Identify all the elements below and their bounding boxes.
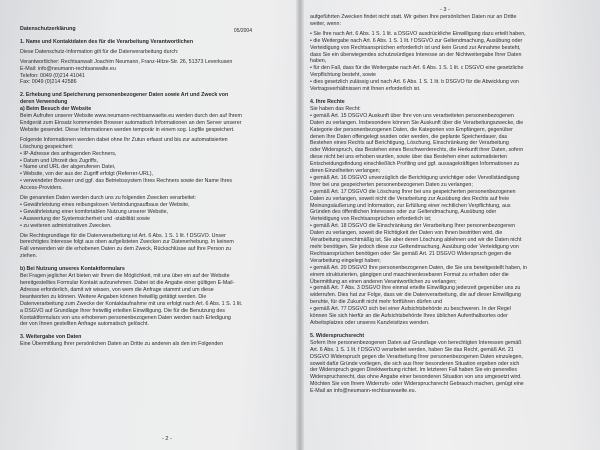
text-line: Übermittlung an einen anderen Verantwortlichen zu verlangen; xyxy=(310,278,457,285)
text-line: Entscheidungsfindung einschließlich Profiling und ggf. aussagekräftigen Informationen zu xyxy=(310,161,520,168)
subsection-b-heading: b) Bei Nutzung unseres Kontaktformulars xyxy=(20,266,125,273)
text-line: beantworten zu können. Weitere Angaben können freiwillig getätigt werden. Die xyxy=(20,293,207,300)
text-line: beruhte, für die Zukunft nicht mehr fortführen dürfen und xyxy=(310,299,442,306)
text-line: • gemäß Art. 16 DSGVO unverzüglich die Berichtigung unrichtiger oder Vervollständigung xyxy=(310,174,520,181)
list-item: Access-Providers. xyxy=(20,185,63,192)
text-line: • gemäß Art. 20 DSGVO Ihre personenbezogenen Daten, die Sie uns bereitgestellt haben, in xyxy=(310,264,528,271)
section-2-heading-cont: deren Verwendung xyxy=(20,99,68,106)
right-page xyxy=(300,0,600,450)
text-line: Bestehen eines Rechts auf Berichtigung, Löschung, Einschränkung der Verarbeitung xyxy=(310,140,509,147)
text-line: Verteidigung von Rechtsansprüchen erforderlich ist; xyxy=(310,216,432,223)
list-item: • für den Fall, dass für die Weitergabe nach Art. 6 Abs. 1 S. 1 lit. c DSGVO eine gesetzliche xyxy=(310,65,524,72)
text-line: Fall verwenden wir die erhobenen Daten zu dem Zweck, Rückschlüsse auf Ihre Person zu xyxy=(20,246,232,253)
text-line: Möchten Sie von Ihrem Widerrufs- oder Widerspruchsrecht Gebrauch machen, genügt eine xyxy=(310,381,524,388)
section-3-heading: 3. Weitergabe von Daten xyxy=(20,334,82,341)
text-line: Gründen des öffentlichen Interesses oder zur Geltendmachung, Ausübung oder xyxy=(310,209,497,216)
list-item: • Name und URL der abgerufenen Datei, xyxy=(20,164,116,171)
text-line: • gemäß Art. 17 DSGVO die Löschung Ihrer bei uns gespeicherten personenbezogenen xyxy=(310,188,516,195)
text-line: der Widerspruch gegen Direktwerbung richtet. Im letzteren Fall haben Sie ein generelles xyxy=(310,367,517,374)
list-item: • Gewährleistung eines reibungslosen Verbindungsaufbaus der Website, xyxy=(20,201,190,208)
text-line: Kontaktformulars von uns erhobenen personenbezogenen Daten werden nach Erledigung xyxy=(20,314,231,321)
fax-line: Fax: 0049 (0)214 42586 xyxy=(20,79,77,86)
text-line: Arbeitsplatzes oder unseres Kanzleisitzes wenden. xyxy=(310,319,430,326)
text-line: DSGVO Widerspruch gegen die Verarbeitung Ihrer personenbezogenen Daten einzulegen, xyxy=(310,353,523,360)
section-2-heading: 2. Erhebung und Speicherung personenbezogener Daten sowie Art und Zweck von xyxy=(20,92,229,99)
text-line: Beim Aufrufen unserer Website www.neumann-rechtsanwaelte.eu werden durch den auf Ihrem xyxy=(20,113,242,120)
text-line: der von Ihnen gestellten Anfrage automatisch gelöscht. xyxy=(20,321,149,328)
list-item: • Website, von der aus der Zugriff erfolgt (Referrer-URL), xyxy=(20,171,153,178)
subsection-a-heading: a) Beim Besuch der Website xyxy=(20,106,92,113)
text-line: oder Widerspruch, das Bestehen eines Beschwerderechts, die Herkunft ihrer Daten, sofern xyxy=(310,147,524,154)
text-line: Website gesendet. Diese Informationen werden temporär in einem sog. Logfile gespeichert. xyxy=(20,126,235,133)
list-item: Vertragsverhältnissen mit Ihnen erforderlich ist. xyxy=(310,86,421,93)
text-line: • gemäß Art. 7 Abs. 3 DSGVO Ihre einmal erteilte Einwilligung jederzeit gegenüber uns zu xyxy=(310,285,521,292)
list-item: Verteidigung von Rechtsansprüchen erforderlich ist und kein Grund zur Annahme besteht, xyxy=(310,44,521,51)
list-item: • die Weitergabe nach Art. 6 Abs. 1 S. 1 lit. f DSGVO zur Geltendmachung, Ausübung oder xyxy=(310,37,523,44)
list-item: • Datum und Uhrzeit des Zugriffs, xyxy=(20,157,99,164)
text-line: • gemäß Art. 18 DSGVO die Einschränkung der Verarbeitung Ihrer personenbezogenen xyxy=(310,223,516,230)
text-line: Adresse erforderlich, damit wir wissen, von wem die Anfrage stammt und um diese xyxy=(20,286,214,293)
list-item: • Sie Ihre nach Art. 6 Abs. 1 S. 1 lit. a DSGVO ausdrückliche Einwilligung dazu erteilt haben, xyxy=(310,30,526,37)
phone-line: Telefon: 0049 (0)214 41041 xyxy=(20,72,85,79)
section-1-intro: Diese Datenschutz-Information gilt für die Datenverarbeitung durch: xyxy=(20,48,179,55)
text-line: Rechtsansprüchen benötigen oder Sie gemäß Art. 21 DSGVO Widerspruch gegen die xyxy=(310,250,512,257)
text-line: Daten zu verlangen. Insbesondere können Sie Auskunft über die Verarbeitungszwecke, die xyxy=(310,119,524,126)
document-title: Datenschutzerklärung xyxy=(20,26,76,32)
text-line: • gemäß Art. 15 DSGVO Auskunft über Ihre von uns verarbeiteten personenbezogenen xyxy=(310,112,514,119)
text-line: Meinungsäußerung und Information, zur Erfüllung einer rechtlichen Verpflichtung, aus xyxy=(310,202,511,209)
text-line: Endgerät zum Einsatz kommenden Browser automatisch Informationen an den Server unserer xyxy=(20,119,242,126)
text-line: Verarbeitung eingelegt haben; xyxy=(310,257,381,264)
list-item: • zu weiteren administrativen Zwecken. xyxy=(20,222,112,229)
list-item: • Auswertung der Systemsicherheit und -stabilität sowie xyxy=(20,215,150,222)
text-line: Daten zu verlangen, soweit die Richtigkeit der Daten von Ihnen bestritten wird, die xyxy=(310,230,503,237)
text-line: Art. 6 Abs. 1 S. 1 lit. f DSGVO verarbeitet werden, haben Sie das Recht, gemäß Art. 21 xyxy=(310,346,514,353)
list-item: haben, xyxy=(310,58,327,65)
text-line: können Sie sich hierfür an die Aufsichtsbehörde Ihres üblichen Aufenthaltsortes oder xyxy=(310,313,508,320)
text-line: soweit dafür Gründe vorliegen, die sich aus Ihrer besonderen Situation ergeben oder sich xyxy=(310,360,520,367)
list-item: Verpflichtung besteht, sowie xyxy=(310,72,376,79)
text-line: Daten zu verlangen, soweit nicht die Verarbeitung zur Ausübung des Rechts auf freie xyxy=(310,195,510,202)
text-line: Kategorie der personenbezogenen Daten, die Kategorien von Empfängern, gegenüber xyxy=(310,126,513,133)
list-item: • Gewährleistung einer komfortablen Nutzung unserer Website, xyxy=(20,208,169,215)
section-5-heading: 5. Widerspruchsrecht xyxy=(310,332,365,339)
text-line: denen Ihre Daten offengelegt wurden oder werden, die geplante Speicherdauer, das xyxy=(310,133,508,140)
text-line: bereitgestelltes Formular Kontakt aufzunehmen. Dabei ist die Angabe einer gültigen E-Mail- xyxy=(20,280,235,286)
text-line: Eine Übermittlung Ihrer persönlichen Daten an Dritte zu anderen als den im Folgenden xyxy=(20,341,224,348)
text-line: Sie haben das Recht: xyxy=(310,105,361,112)
text-line: Widerspruchsrecht, das ohne Angabe einer besonderen Situation von uns umgesetzt wird. xyxy=(310,374,522,381)
text-line: Verarbeitung unrechtmäßig ist, Sie aber deren Löschung ablehnen und wir die Daten nicht xyxy=(310,237,522,244)
text-line: Folgende Informationen werden dabei ohne Ihr Zutun erfasst und bis zur automatisierten xyxy=(20,136,228,143)
text-line: Ihrer bei uns gespeicherten personenbezogenen Daten zu verlangen; xyxy=(310,181,473,188)
list-item: • verwendeter Browser und ggf. das Betriebssystem Ihres Rechners sowie der Name Ihres xyxy=(20,178,233,185)
text-line: • gemäß Art. 77 DSGVO sich bei einer Aufsichtsbehörde zu beschweren. In der Regel xyxy=(310,306,511,313)
section-1-heading: 1. Name und Kontaktdaten des für die Verarbeitung Verantwortlichen xyxy=(20,38,194,45)
text-line: a DSGVO auf Grundlage Ihrer freiwillig erteilten Einwilligung. Die für die Benutzung des xyxy=(20,307,225,314)
page-number: - 3 - xyxy=(440,7,450,13)
text-line: Datenverarbeitung zum Zwecke der Kontaktaufnahme mit uns erfolgt nach Art. 6 Abs. 1 S. 1 lit. xyxy=(20,300,243,307)
page-number: - 2 - xyxy=(162,436,172,442)
document-date: 05/2004 xyxy=(233,28,252,34)
list-item: • IP-Adresse des anfragenden Rechners, xyxy=(20,150,117,157)
controller-line: Verantwortlicher: Rechtsanwalt Joachim Neumann, Franz-Hitze-Str. 26, 51373 Leverkusen xyxy=(20,58,233,65)
text-line: Die Rechtsgrundlage für die Datenverarbeitung ist Art. 6 Abs. 1 S. 1 lit. f DSGVO. Unser xyxy=(20,232,226,239)
email-line: E-Mail: info@neumann-rechtsanwalte.eu xyxy=(20,65,116,72)
text-line: weiter, wenn: xyxy=(310,20,341,27)
section-4-heading: 4. Ihre Rechte xyxy=(310,98,345,105)
text-line: E-Mail an info@neumann-rechtsanwaelte.eu. xyxy=(310,388,417,395)
text-line: ziehen. xyxy=(20,253,38,260)
text-line: Bei Fragen jeglicher Art bieten wir Ihnen die Möglichkeit, mit uns über ein auf der Website xyxy=(20,273,230,280)
text-line: berechtigtes Interesse folgt aus oben aufgelisteten Zwecken zur Datenerhebung. In keinem xyxy=(20,239,234,246)
text-line: deren Einzelheiten verlangen; xyxy=(310,168,381,175)
text-line: Die genannten Daten werden durch uns zu folgenden Zwecken verarbeitet: xyxy=(20,195,197,202)
text-line: mehr benötigen, Sie jedoch diese zur Geltendmachung, Ausübung oder Verteidigung von xyxy=(310,244,519,250)
text-line: Sofern Ihre personenbezogenen Daten auf Grundlage von berechtigten Interessen gemäß xyxy=(310,339,522,346)
text-line: einem strukturierten, gängigen und maschinenlesebaren Format zu erhalten oder die xyxy=(310,271,509,278)
text-line: diese nicht bei uns erhoben wurden, sowie über das Bestehen einer automatisierten xyxy=(310,154,507,161)
list-item: • dies gesetzlich zulässig und nach Art. 6 Abs. 1 S. 1 lit. b DSGVO für die Abwicklung von xyxy=(310,79,519,86)
text-line: Löschung gespeichert: xyxy=(20,143,74,150)
page-fold xyxy=(296,0,304,450)
list-item: dass Sie ein überwiegendes schutzwürdiges Interesse an der Nichtweitergabe Ihrer Daten xyxy=(310,51,522,58)
text-line: widerrufen. Dies hat zur Folge, dass wir die Datenverarbeitung, die auf dieser Einwilligung xyxy=(310,292,521,299)
text-line: aufgeführten Zwecken findet nicht statt. Wir geben Ihre persönlichen Daten nur an Dritte xyxy=(310,14,517,20)
